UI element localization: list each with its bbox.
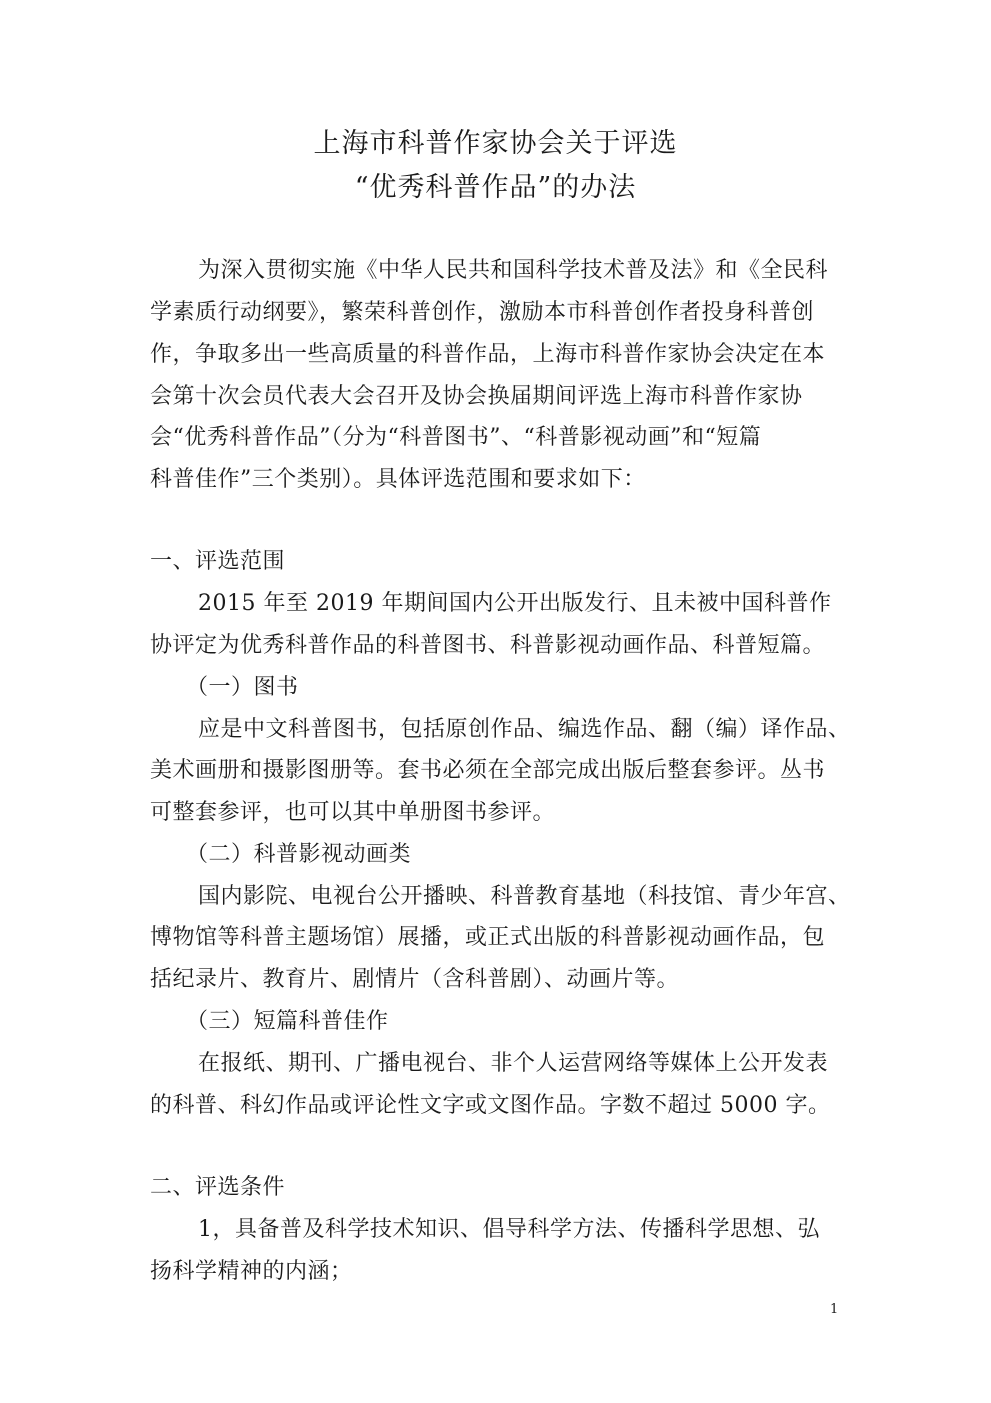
intro-line: 为深入贯彻实施《中华人民共和国科学技术普及法》和《全民科 <box>198 258 829 283</box>
subsection-line: 应是中文科普图书，包括原创作品、编选作品、翻（编）译作品、 <box>198 717 851 742</box>
subsection-line: 的科普、科幻作品或评论性文字或文图作品。字数不超过 5000 字。 <box>150 1093 831 1118</box>
page-number: 1 <box>830 1302 839 1317</box>
section-heading: 一、评选范围 <box>150 549 286 574</box>
section-line: 扬科学精神的内涵； <box>150 1259 353 1284</box>
subsection-line: 在报纸、期刊、广播电视台、非个人运营网络等媒体上公开发表 <box>198 1051 829 1076</box>
document-title-line-2: “优秀科普作品”的办法 <box>354 172 637 203</box>
subsection-line: 括纪录片、教育片、剧情片（含科普剧）、动画片等。 <box>150 967 680 992</box>
subsection-line: 可整套参评，也可以其中单册图书参评。 <box>150 800 556 825</box>
section-line: 1，具备普及科学技术知识、倡导科学方法、传播科学思想、弘 <box>198 1217 820 1242</box>
intro-line: 会“优秀科普作品”（分为“科普图书”、“科普影视动画”和“短篇 <box>150 425 762 450</box>
subsection-line: 国内影院、电视台公开播映、科普教育基地（科技馆、青少年宫、 <box>198 884 851 909</box>
document-title-line-1: 上海市科普作家协会关于评选 <box>313 128 678 159</box>
subsection-line: 美术画册和摄影图册等。套书必须在全部完成出版后整套参评。丛书 <box>150 758 826 783</box>
section-heading: 二、评选条件 <box>150 1175 286 1200</box>
section-line: 2015 年至 2019 年期间国内公开出版发行、且未被中国科普作 <box>198 591 832 616</box>
subsection-heading: （三）短篇科普佳作 <box>186 1009 389 1034</box>
intro-line: 作，争取多出一些高质量的科普作品，上海市科普作家协会决定在本 <box>150 342 826 367</box>
subsection-heading: （一）图书 <box>186 675 299 700</box>
intro-line: 会第十次会员代表大会召开及协会换届期间评选上海市科普作家协 <box>150 384 803 409</box>
subsection-line: 博物馆等科普主题场馆）展播，或正式出版的科普影视动画作品，包 <box>150 925 826 950</box>
subsection-heading: （二）科普影视动画类 <box>186 842 412 867</box>
section-line: 协评定为优秀科普作品的科普图书、科普影视动画作品、科普短篇。 <box>150 633 826 658</box>
intro-line: 学素质行动纲要》，繁荣科普创作，激励本市科普创作者投身科普创 <box>150 300 815 325</box>
intro-line: 科普佳作”三个类别）。具体评选范围和要求如下： <box>150 467 646 492</box>
